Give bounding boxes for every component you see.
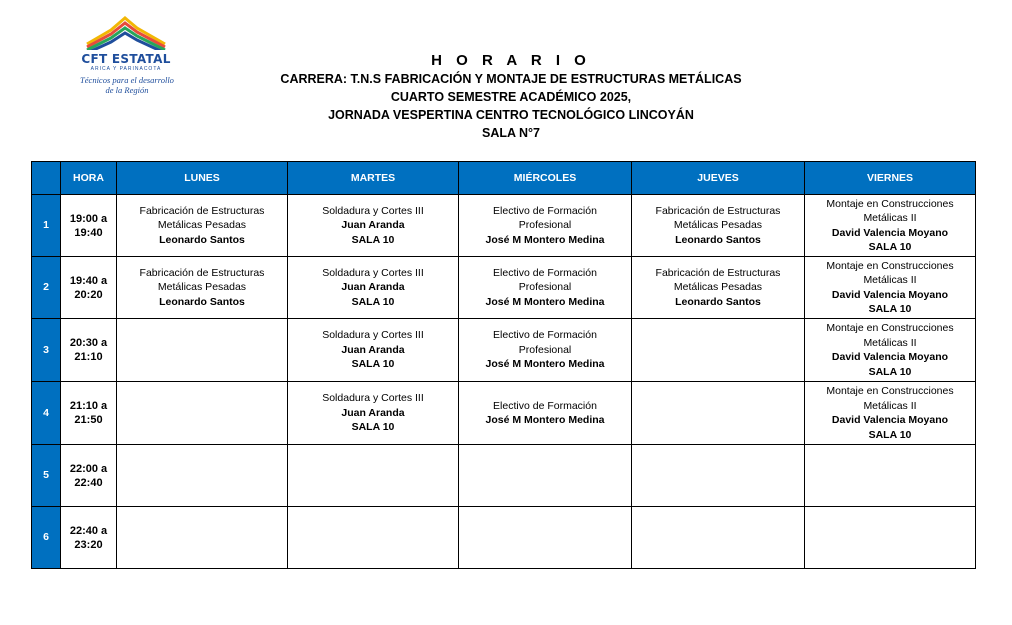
cell-miercoles [459,195,632,257]
time-hora1: 20:30 a [69,337,108,349]
course-name: Fabricación de Estructuras [655,204,781,217]
career-line: CARRERA: T.N.S FABRICACIÓN Y MONTAJE DE ESTRUCTURAS METÁLICAS [280,72,742,86]
course-name: Electivo de Formación [493,204,597,217]
cell-martes [288,445,459,507]
time-cell [61,319,117,382]
cell-jueves [632,445,805,507]
cell-viernes [805,445,976,507]
room-label: SALA 10 [868,428,912,441]
time-hora2: 22:40 [74,476,103,489]
teacher-name: Leonardo Santos [675,295,761,308]
cell-viernes [805,507,976,569]
schedule-table [31,161,976,569]
teacher-name: Leonardo Santos [675,233,761,246]
course-name: Metálicas II [863,212,917,224]
cell-martes [288,195,459,257]
cell-miercoles [459,382,632,445]
cell-jueves [632,319,805,382]
course-name: Metálicas Pesadas [673,219,763,232]
table-row [32,195,976,257]
cell-viernes [805,257,976,319]
time-cell [61,257,117,319]
course-name: Metálicas II [863,336,917,349]
teacher-name: David Valencia Moyano [831,414,949,426]
cell-miercoles [459,507,632,569]
cell-miercoles [459,319,632,382]
header-miercoles: MIÉRCOLES [459,162,632,195]
cell-viernes [805,319,976,382]
course-name: Soldadura y Cortes III [322,392,424,405]
room-line: SALA N°7 [481,126,540,140]
header-lunes: LUNES [117,162,288,195]
cell-miercoles [459,257,632,319]
teacher-name: José M Montero Medina [485,295,605,308]
time-cell [61,382,117,445]
time-cell [61,445,117,507]
cell-jueves [632,257,805,319]
table-row [32,319,976,382]
course-name: Soldadura y Cortes III [322,266,424,279]
room-label: SALA 10 [351,295,395,308]
course-name: Soldadura y Cortes III [322,204,424,217]
row-number: 6 [32,507,61,569]
teacher-name: José M Montero Medina [485,414,605,426]
time-cell [61,507,117,569]
cell-miercoles [459,445,632,507]
course-name: Metálicas Pesadas [157,219,247,232]
teacher-name: David Valencia Moyano [831,226,949,239]
cell-viernes [805,195,976,257]
logo-brand: CFT ESTATAL [81,52,171,66]
course-name: Montaje en Construcciones [826,197,954,210]
course-name: Electivo de Formación [493,329,597,342]
teacher-name: Leonardo Santos [159,295,245,308]
course-name: Fabricación de Estructuras [139,266,265,279]
table-row [32,257,976,319]
table-header-row [32,162,976,195]
course-name: Montaje en Construcciones [826,322,954,334]
cell-lunes [117,507,288,569]
teacher-name: José M Montero Medina [485,233,605,246]
course-name: Metálicas II [863,399,917,412]
cell-martes [288,507,459,569]
logo-tagline-line2: de la Región [105,85,149,95]
mountains-logo-icon [85,14,167,50]
teacher-name: José M Montero Medina [485,358,605,371]
table-row [32,445,976,507]
table-row [32,382,976,445]
course-name: Electivo de Formación [493,399,597,412]
course-name: Metálicas Pesadas [673,281,763,294]
document-header [180,52,842,142]
time-hora1: 21:10 a [69,400,108,412]
header-viernes: VIERNES [805,162,976,195]
row-number: 5 [32,445,61,507]
table-row [32,507,976,569]
header-hora: HORA [61,162,117,195]
course-name: Profesional [518,343,572,356]
cell-viernes [805,382,976,445]
time-hora2: 21:10 [74,351,103,363]
room-label: SALA 10 [351,421,395,434]
teacher-name: Juan Aranda [341,406,405,419]
course-name: Fabricación de Estructuras [139,204,265,217]
row-number: 1 [32,195,61,257]
row-number: 4 [32,382,61,445]
course-name: Soldadura y Cortes III [322,329,424,342]
time-hora1: 19:00 a [69,212,108,225]
course-name: Electivo de Formación [493,266,597,279]
page-title: H O R A R I O [431,52,591,69]
teacher-name: Juan Aranda [341,343,405,356]
time-hora2: 21:50 [74,414,103,426]
course-name: Montaje en Construcciones [826,259,954,272]
course-name: Profesional [518,219,572,232]
course-name: Montaje en Construcciones [826,385,954,397]
room-label: SALA 10 [868,365,912,378]
cell-lunes [117,382,288,445]
time-hora1: 19:40 a [69,274,108,287]
cell-lunes [117,445,288,507]
room-label: SALA 10 [868,303,912,315]
logo-tagline [72,75,182,95]
cell-lunes [117,257,288,319]
cell-lunes [117,195,288,257]
institution-logo [78,14,182,100]
logo-subtitle: ARICA Y PARINACOTA [90,66,162,72]
cell-martes [288,257,459,319]
time-hora1: 22:40 a [69,524,108,537]
header-martes: MARTES [288,162,459,195]
cell-martes [288,319,459,382]
course-name: Metálicas II [863,274,917,286]
course-name: Fabricación de Estructuras [655,266,781,279]
time-hora2: 19:40 [74,226,103,239]
header-jueves: JUEVES [632,162,805,195]
teacher-name: David Valencia Moyano [831,288,949,301]
schedule-line: JORNADA VESPERTINA CENTRO TECNOLÓGICO LINCOYÁN [328,108,694,122]
time-hora2: 20:20 [74,288,103,301]
room-label: SALA 10 [868,241,912,253]
cell-lunes [117,319,288,382]
cell-jueves [632,507,805,569]
header-index [32,162,61,195]
time-hora1: 22:00 a [69,462,108,475]
cell-martes [288,382,459,445]
logo-tagline-line1: Técnicos para el desarrollo [80,75,174,85]
teacher-name: Leonardo Santos [159,233,245,246]
room-label: SALA 10 [351,358,395,371]
room-label: SALA 10 [351,233,395,246]
teacher-name: Juan Aranda [341,219,405,232]
semester-line: CUARTO SEMESTRE ACADÉMICO 2025, [390,90,632,104]
teacher-name: David Valencia Moyano [831,351,949,363]
course-name: Profesional [518,281,572,294]
row-number: 3 [32,319,61,382]
course-name: Metálicas Pesadas [157,281,247,294]
cell-jueves [632,382,805,445]
teacher-name: Juan Aranda [341,281,405,294]
cell-jueves [632,195,805,257]
time-hora2: 23:20 [74,538,103,551]
time-cell [61,195,117,257]
row-number: 2 [32,257,61,319]
